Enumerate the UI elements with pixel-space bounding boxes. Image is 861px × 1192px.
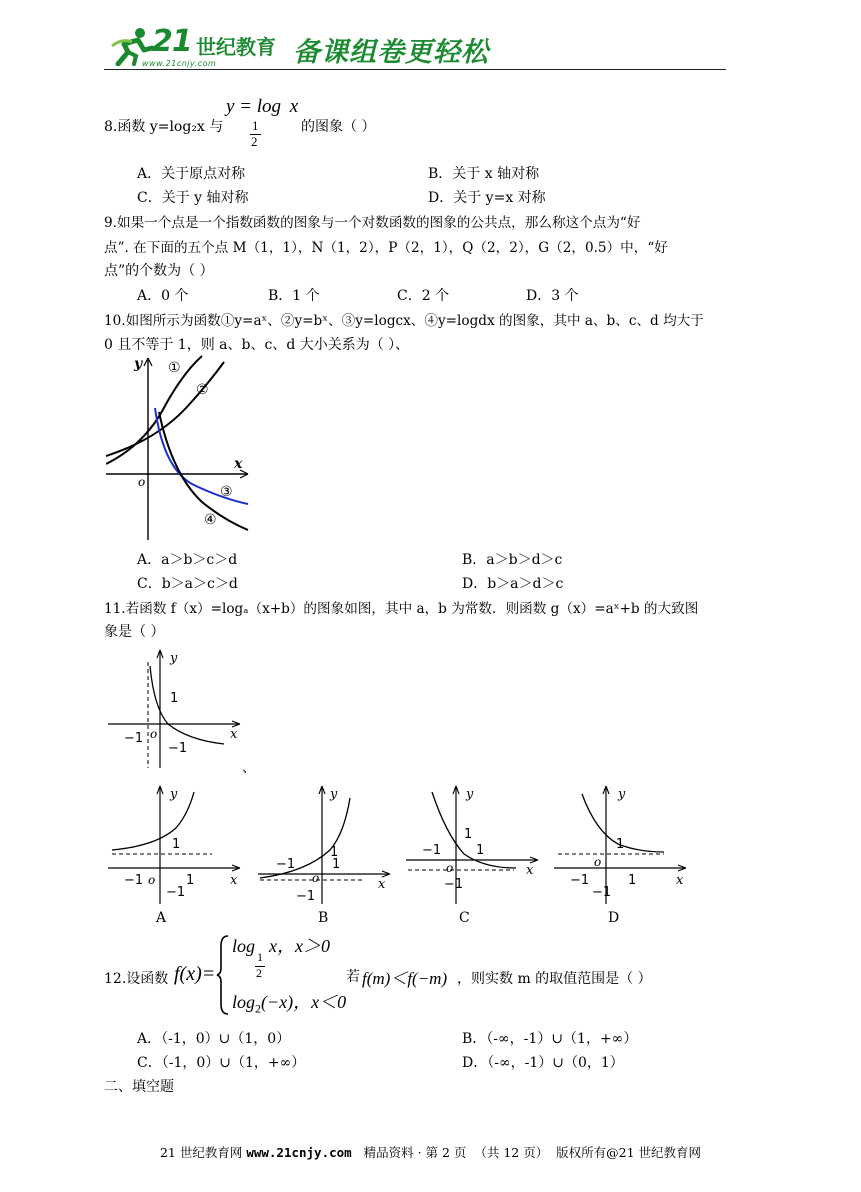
svg-text:1: 1 — [332, 857, 341, 872]
q12-fx: f(x)= — [174, 963, 216, 985]
q12-case1-num: 1 — [257, 950, 263, 964]
q10-curve-label-3: ③ — [220, 484, 233, 500]
q10-curve-2 — [106, 362, 224, 456]
svg-text:1: 1 — [330, 845, 339, 860]
q10-option-c: C．b＞a＞c＞d — [137, 576, 238, 592]
svg-text:1: 1 — [186, 873, 195, 888]
svg-text:−1: −1 — [422, 843, 442, 858]
q12-option-b: B．（-∞，-1）∪（1，+∞） — [462, 1031, 638, 1047]
q11-tick-y: 1 — [170, 691, 179, 706]
q12-condition-word: 若 — [346, 969, 360, 985]
page-footer — [0, 1143, 861, 1161]
svg-text:−1: −1 — [570, 873, 590, 888]
header-slogan: 备课组卷更轻松 — [293, 37, 489, 68]
svg-text:y: y — [170, 787, 178, 802]
q11-choice-label-d: D — [608, 910, 620, 926]
svg-text:o: o — [148, 873, 156, 887]
q9-option-b: B．1 个 — [268, 288, 320, 304]
svg-text:−1: −1 — [296, 889, 316, 904]
q9-option-c: C．2 个 — [397, 288, 450, 304]
q10-x-label: x — [234, 456, 243, 472]
svg-text:o: o — [446, 861, 454, 875]
q10-curve-1 — [106, 356, 202, 464]
svg-text:o: o — [594, 855, 602, 869]
q8-text-before: 8.函数 y=log₂x 与 — [104, 119, 224, 135]
q9-line-3: 点”的个数为（ ） — [104, 263, 214, 279]
q10-option-b: B．a＞b＞d＞c — [462, 552, 563, 568]
svg-text:x: x — [676, 873, 684, 888]
svg-text:1: 1 — [616, 837, 625, 852]
footer-site-link[interactable]: www.21cnjy.com — [246, 1145, 352, 1160]
svg-text:o: o — [312, 871, 320, 885]
svg-text:y: y — [618, 787, 626, 802]
q11-choice-graph-b — [256, 784, 392, 906]
svg-text:−1: −1 — [592, 885, 612, 900]
q12-text-before: 12.设函数 — [104, 971, 169, 987]
q8-formula-num: 1 — [252, 118, 259, 133]
svg-text:y: y — [330, 787, 338, 802]
q12-brace-icon — [216, 934, 230, 1016]
q11-choice-label-a: A — [156, 910, 167, 926]
svg-text:−1: −1 — [124, 873, 144, 888]
q10-curve-label-1: ① — [168, 360, 181, 376]
svg-text:x: x — [230, 873, 238, 888]
q12-text-after: ，则实数 m 的取值范围是（ ） — [457, 971, 652, 987]
header-divider — [104, 69, 726, 70]
svg-text:x: x — [526, 863, 534, 878]
q11-origin-label: o — [150, 727, 158, 741]
q11-trailing-mark: 、 — [242, 760, 256, 776]
q11-choice-label-c: C — [459, 910, 470, 926]
q12-option-c: C．（-1，0）∪（1，+∞） — [137, 1055, 306, 1071]
section-title: 二、填空题 — [104, 1079, 174, 1095]
q11-choice-graph-d — [552, 784, 688, 906]
q8-formula: y = log x — [226, 96, 299, 117]
q11-curve — [150, 666, 224, 744]
q10-line-1: 10.如图所示为函数①y=aˣ、②y=bˣ、③y=logcx、④y=logdx 的图象，其中 a、b、c、d 均大于 — [104, 313, 704, 329]
svg-text:1: 1 — [172, 837, 181, 852]
q12-option-a: A．（-1，0）∪（1，0） — [137, 1031, 291, 1047]
q10-option-d: D．b＞a＞d＞c — [462, 576, 564, 592]
q8-option-b: B．关于 x 轴对称 — [428, 166, 540, 182]
q10-graph — [106, 354, 250, 542]
svg-text:−1: −1 — [276, 857, 296, 872]
q8-text-after: 的图象（ ） — [301, 119, 376, 135]
q12-case-2: $\log_2(-x)$，x＜0 — [232, 992, 347, 1016]
q10-curve-label-2: ② — [196, 382, 209, 398]
q8-option-d: D．关于 y=x 对称 — [428, 190, 546, 206]
q10-option-a: A．a＞b＞c＞d — [137, 552, 238, 568]
svg-text:−1: −1 — [444, 877, 464, 892]
svg-text:x: x — [378, 877, 386, 892]
q10-y-label: y — [134, 356, 143, 372]
svg-text:y: y — [466, 787, 474, 802]
q10-origin-label: o — [138, 475, 146, 489]
q8-option-c: C．关于 y 轴对称 — [137, 190, 249, 206]
svg-text:−1: −1 — [166, 885, 186, 900]
q11-choice-label-b: B — [318, 910, 329, 926]
q9-option-a: A．0 个 — [137, 288, 189, 304]
logo-url: www.21cnjy.com — [142, 59, 217, 68]
q11-line-2: 象是（ ） — [104, 624, 165, 640]
q11-graph — [106, 648, 242, 770]
q9-line-2: 点”. 在下面的五个点 M（1，1），N（1，2），P（2，1），Q（2，2），G（2，0.5）中，“好 — [104, 240, 668, 256]
svg-text:1: 1 — [628, 873, 637, 888]
q9-option-d: D．3 个 — [526, 288, 579, 304]
q9-line-1: 9.如果一个点是一个指数函数的图象与一个对数函数的图象的公共点，那么称这个点为“好 — [104, 215, 641, 231]
q11-y-label: y — [170, 651, 178, 666]
svg-text:1: 1 — [476, 843, 485, 858]
q12-option-d: D．（-∞，-1）∪（0，1） — [462, 1055, 624, 1071]
logo-number: 21 — [152, 24, 192, 59]
q12-condition: f(m)＜f(−m) — [362, 969, 448, 988]
q11-choice-graph-c — [404, 784, 540, 906]
q10-curve-label-4: ④ — [204, 512, 217, 528]
q11-x-label: x — [230, 727, 238, 742]
q8-option-a: A．关于原点对称 — [137, 166, 246, 182]
svg-text:1: 1 — [464, 827, 473, 842]
q11-line-1: 11.若函数 f（x）=logₐ（x+b）的图象如图，其中 a，b 为常数．则函数 g（x）=aˣ+b 的大致图 — [104, 601, 699, 617]
q11-tick-y-neg: −1 — [168, 741, 188, 756]
q8-formula-den: 2 — [251, 134, 258, 149]
footer-right: 精品资料 · 第 2 页 （共 12 页） 版权所有@21 世纪教育网 — [351, 1145, 702, 1160]
q12-case-1: log x，x＞0 — [232, 936, 330, 956]
footer-left: 21 世纪教育网 — [159, 1145, 247, 1160]
q11-tick-x: −1 — [124, 731, 144, 746]
q10-line-2: 0 且不等于 1，则 a、b、c、d 大小关系为（ ）、 — [104, 337, 410, 353]
q12-case1-den: 2 — [256, 966, 262, 980]
logo-name: 世纪教育 — [196, 35, 276, 59]
q11-choice-graph-a — [106, 784, 242, 906]
